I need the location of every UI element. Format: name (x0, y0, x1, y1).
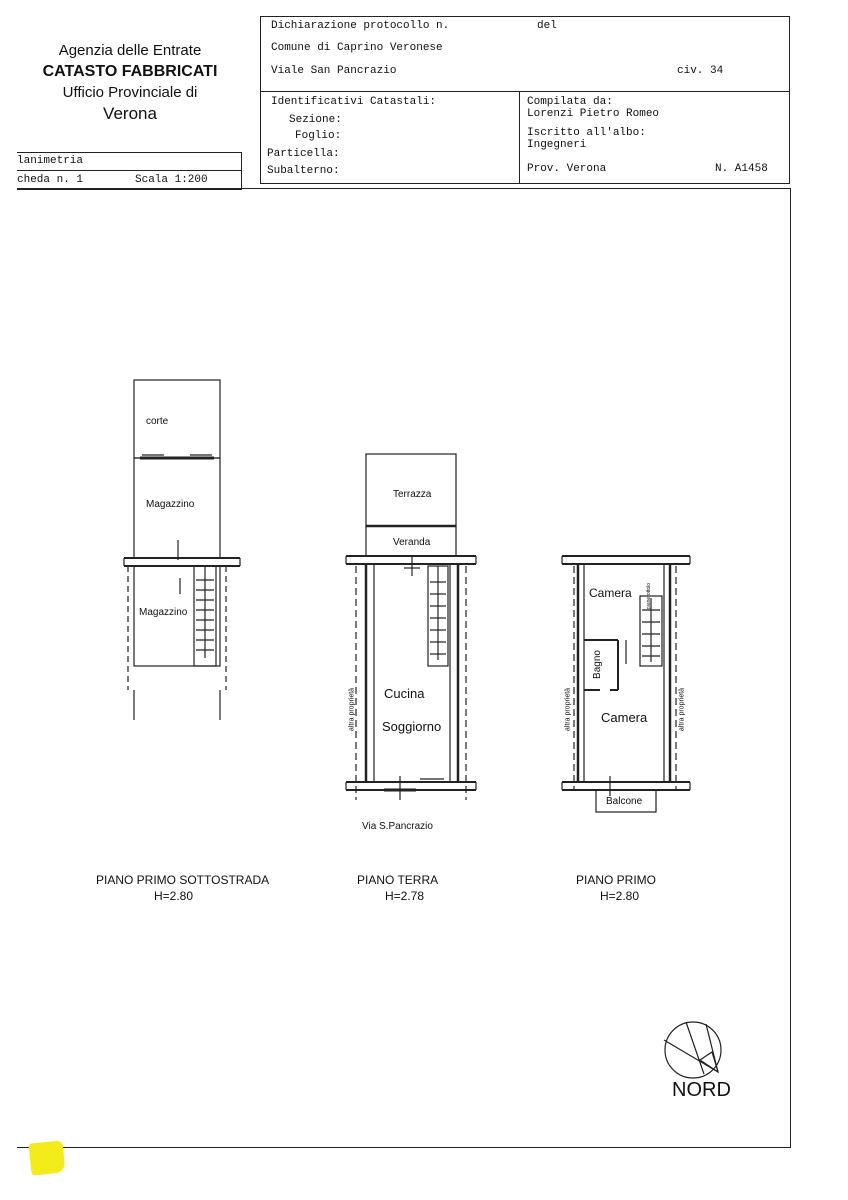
foglio-label: Foglio: (295, 130, 342, 142)
agency-name: Agenzia delle Entrate (58, 42, 202, 59)
del-label: del (537, 20, 557, 32)
street-label: Via S.Pancrazio (362, 821, 433, 832)
room-cucina: Cucina (384, 686, 425, 701)
iscritto-label: Iscritto all'albo: (527, 127, 646, 139)
compilata-nome: Lorenzi Pietro Romeo (527, 108, 660, 120)
stair-label-primo: pianerottolo (646, 582, 653, 610)
height-terra: H=2.78 (385, 889, 425, 903)
indirizzo-label: Viale San Pancrazio (271, 65, 397, 77)
iscritto-val: Ingegneri (527, 139, 587, 151)
side-label-primo-right: altra proprietà (678, 687, 686, 732)
room-veranda: Veranda (393, 537, 431, 548)
ufficio-label: Ufficio Provinciale di (62, 84, 198, 101)
plan-sottostrada (124, 380, 240, 720)
subalterno-label: Subalterno: (267, 165, 340, 177)
dichiarazione-label: Dichiarazione protocollo n. (271, 20, 450, 32)
room-terrazza: Terrazza (393, 489, 432, 500)
catasto-title: CATASTO FABBRICATI (42, 63, 218, 80)
room-bagno: Bagno (591, 650, 603, 679)
title-sottostrada: PIANO PRIMO SOTTOSTRADA (96, 873, 270, 887)
room-magazzino-lower: Magazzino (139, 607, 188, 618)
numero-label: N. A1458 (715, 163, 768, 175)
plan-terra (346, 454, 476, 800)
title-primo: PIANO PRIMO (576, 873, 657, 887)
room-balcone: Balcone (606, 796, 643, 807)
prov-label: Prov. Verona (527, 163, 607, 175)
room-camera-upper: Camera (589, 586, 632, 600)
planimetria-label: lanimetria (17, 155, 84, 167)
scala-label: Scala 1:200 (135, 174, 208, 186)
side-label-primo-left: altra proprietà (564, 687, 572, 732)
side-label-terra: altra proprietà (348, 687, 356, 732)
ufficio-city: Verona (103, 104, 157, 123)
height-primo: H=2.80 (600, 889, 640, 903)
particella-label: Particella: (267, 148, 340, 160)
scheda-label: cheda n. 1 (17, 174, 84, 186)
identificativi-label: Identificativi Catastali: (271, 96, 437, 108)
civico-label: civ. 34 (677, 65, 724, 77)
sezione-label: Sezione: (289, 114, 342, 126)
room-camera-lower: Camera (601, 710, 648, 725)
title-terra: PIANO TERRA (357, 873, 439, 887)
comune-label: Comune di Caprino Veronese (271, 42, 443, 54)
compass-label: NORD (672, 1079, 731, 1101)
compilata-label: Compilata da: (527, 96, 613, 108)
sticky-note (28, 1140, 65, 1175)
height-sottostrada: H=2.80 (154, 889, 194, 903)
compass-rose (664, 1022, 721, 1078)
room-soggiorno: Soggiorno (382, 719, 442, 734)
room-magazzino-upper: Magazzino (146, 499, 195, 510)
room-corte: corte (146, 416, 169, 427)
